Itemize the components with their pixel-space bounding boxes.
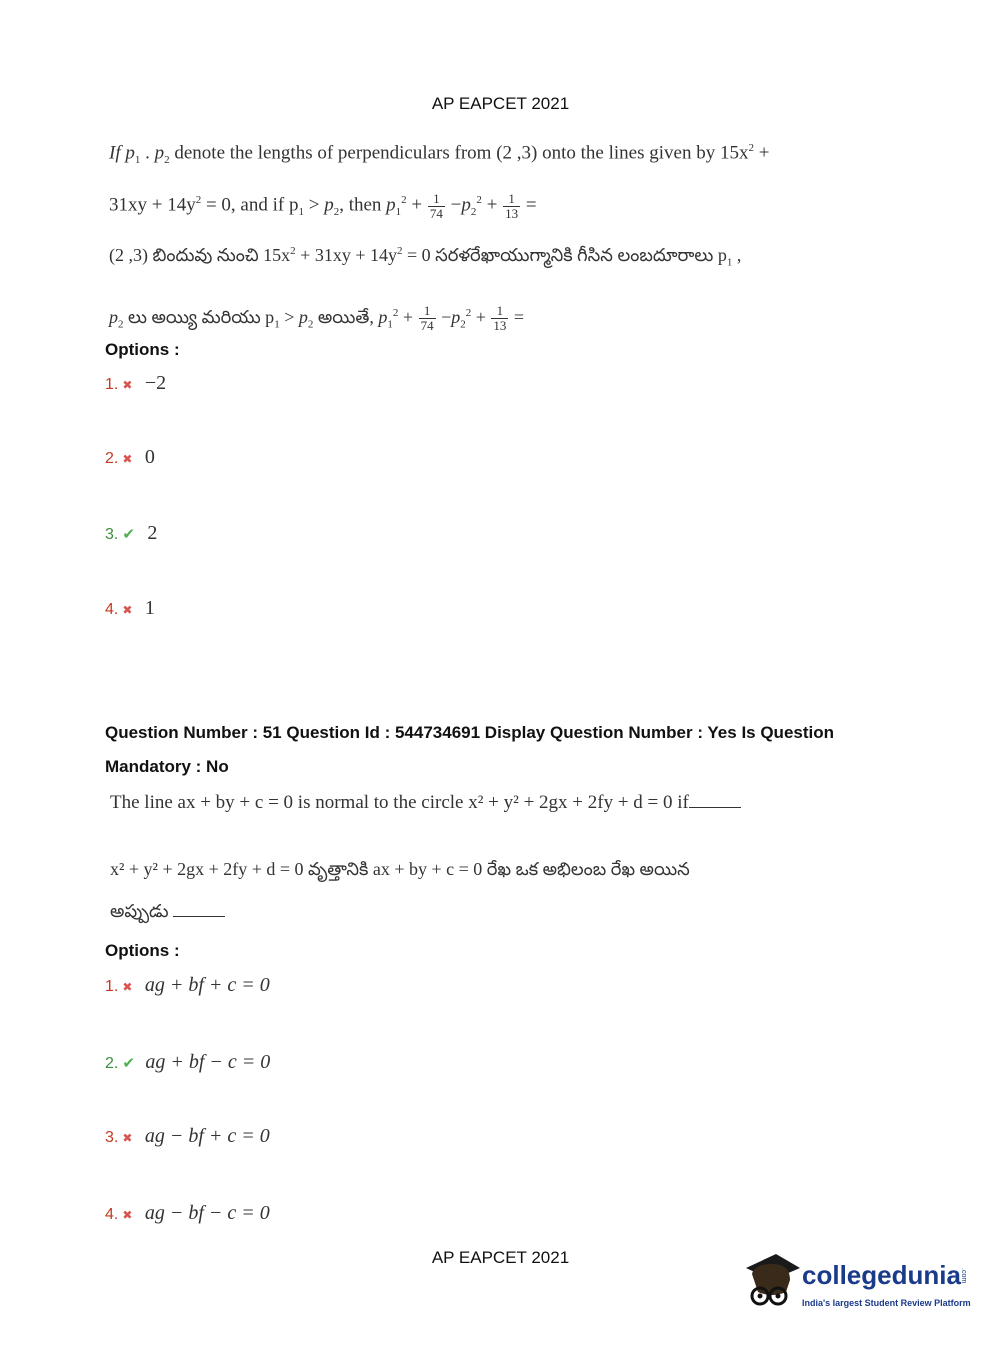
q50-option-1: 1. ✖ −2 [105,372,167,394]
logo-tagline: India's largest Student Review Platform [802,1298,971,1308]
q51-option-2: 2. ✔ ag + bf − c = 0 [105,1051,271,1073]
answer-blank [689,807,741,808]
q51-te-line2: అప్పుడు [110,890,910,932]
cross-icon: ✖ [122,452,133,466]
meta-line-1: Question Number : 51 Question Id : 544734691 Display Question Number : Yes Is Question [105,723,835,742]
q51-option-1: 1. ✖ ag + bf + c = 0 [105,974,270,996]
cross-icon: ✖ [122,603,133,617]
fraction: $\frac{1}{74}$ [420,302,434,333]
q50-option-2: 2. ✖ 0 [105,446,155,468]
collegedunia-logo [742,1250,982,1320]
q50-en-line1: If $p_1$ . $p_2$ denote the lengths of perpendiculars from (2 ,3) onto the lines given by $15x^2$ + [109,142,770,167]
page-footer: AP EAPCET 2021 [431,1248,570,1267]
q51-option-3: 3. ✖ ag − bf + c = 0 [105,1125,270,1147]
meta-line-2: Mandatory : No [105,757,229,776]
answer-blank [173,916,225,917]
cross-icon: ✖ [122,1208,133,1222]
q51-option-4: 4. ✖ ag − bf − c = 0 [105,1202,270,1224]
check-icon: ✔ [122,526,135,543]
page-header: AP EAPCET 2021 [431,94,570,113]
cross-icon: ✖ [122,1131,133,1145]
question-51-telugu [110,848,910,932]
q50-option-3: 3. ✔ 2 [105,522,158,544]
options-label: Options : [105,941,180,960]
q50-en-line2: $31xy + 14y^2 = 0$, and if $p_1 > p_2$, then $p_1^2$ + $\frac{1}{74}$ $-p_2^2$ + $\frac{1}{13}$ = [109,190,537,221]
q50-te-line1: (2 ,3) బిందువు నుంచి $15x^2 + 31xy + 14y^2 = 0$ సరళరేఖాయుగ్మానికి గీసిన లంబదూరాలు $p_1$ , [109,245,742,269]
question-50-telugu [109,226,909,349]
q51-te-line1: x² + y² + 2gx + 2fy + d = 0 వృత్తానికి ax + by + c = 0 రేఖ ఒక అభిలంబ రేఖ అయిన [110,859,690,879]
fraction: $\frac{1}{74}$ [429,190,443,221]
fraction: $\frac{1}{13}$ [493,302,507,333]
question-51-meta [105,716,925,784]
logo-suffix: .com [960,1268,967,1284]
q50-option-4: 4. ✖ 1 [105,597,155,619]
check-icon: ✔ [122,1055,135,1072]
question-50-english [109,128,889,232]
mascot-icon [742,1250,802,1316]
q50-te-line2: $p_2$ లు అయ్యి మరియు $p_1 > p_2$ అయితే, $p_1^2$ + $\frac{1}{74}$ $-p_2^2$ + $\frac{1}{13}$ = [109,302,525,333]
question-51-english: The line ax + by + c = 0 is normal to the circle x² + y² + 2gx + 2fy + d = 0 if [110,792,910,814]
cross-icon: ✖ [122,980,133,994]
fraction: $\frac{1}{13}$ [505,190,519,221]
options-label: Options : [105,340,180,359]
logo-name: collegedunia [802,1260,961,1290]
cross-icon: ✖ [122,378,133,392]
